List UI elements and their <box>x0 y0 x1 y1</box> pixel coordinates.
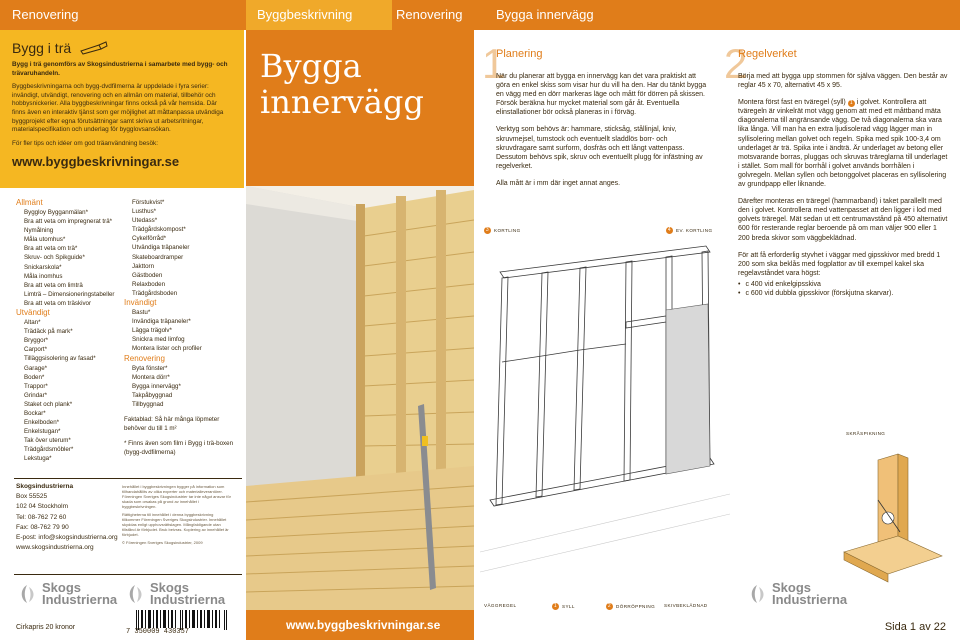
cover-title <box>260 48 424 120</box>
cover-photo <box>246 186 474 610</box>
paragraph-rest: i golvet. Kontrollera att tväregeln är vinkelrät mot vägg genom att med ett måttband mäta diagonalerna till angränsande vägg. De två diagonalerna ska vara lika långa. Vill man ha en extra ljudisolerad vägg lägger man in syllisolering mellan golvet och regeln. Spika med spik 100-3,4 om underlaget är trä. Spika inte i ändträ. Är underlaget av betong eller motsvarande borras, pluggas och skruvas träreglarna till underlaget i stället. Som mall för borrhål i golvet används borrhålen i golvregeln. Mellan syllen och betonggolvet placeras en syllisolering av grundpapp eller liknande. <box>738 99 948 189</box>
section-number: 1 <box>482 40 506 87</box>
index-item[interactable]: Byggloy Bygganmälan* <box>24 209 88 216</box>
index-item[interactable]: Relaxboden <box>132 280 166 288</box>
index-item[interactable]: Bra att veta om träskivor <box>24 299 92 307</box>
paragraph: Verktyg som behövs är: hammare, sticksåg, stållinjal, kniv, skruvmejsel, tumstock och eventuellt sladdlös borr- och skruvdragare samt surform, dosfräs och ett långt vattenpass. Dessutom behövs spik, skruv och eventuellt plugg för infästning av regelverket. <box>496 126 703 170</box>
index-item[interactable]: Limträ – Dimensioneringstabeller <box>24 290 115 298</box>
price: Cirkapris 20 kronor <box>16 624 76 631</box>
index-heading: Allmänt <box>16 198 43 207</box>
index-item[interactable]: Staket och plank* <box>24 400 73 408</box>
fineprint-line: © Föreningen Sveriges Skogsindustrier, 2009 <box>122 540 203 545</box>
callout-number: 1 <box>848 100 855 107</box>
address-line: Box 55525 <box>16 493 48 501</box>
info-series: Byggbeskrivningarna och bygg-dvdfilmerna är uppdelade i fyra serier: invändigt, utvändigt, renovering och en allmän om material, tillbehör och hobbysnickerier. Alla byggbeskrivningar finns också på vår hemsida. Där finns även en interaktiv tjänst som ger möjlighet att måttanpassa utvändiga byggprojekt efter egna förutsättningar samt skriva ut arbetsritningar, materialspecifikation och underlag för bygglovsansökan. <box>12 83 224 134</box>
toe-nailing-detail <box>838 440 948 590</box>
logo-text: Industrierna <box>42 592 118 607</box>
logo-skogsindustrierna <box>746 582 847 606</box>
address-line: Tel: 08-762 72 60 <box>16 513 67 521</box>
address-block <box>16 482 126 553</box>
index-item[interactable]: Skruv- och Spikguide* <box>24 254 85 262</box>
callout-number: 2 <box>607 603 612 609</box>
label-vaggregel <box>484 603 516 608</box>
index-item[interactable]: Bygga innervägg* <box>132 382 181 390</box>
label-text: SKRÅSPIKNING <box>846 431 886 436</box>
callout-number: 4 <box>667 227 672 233</box>
wall-construction-image <box>246 186 474 610</box>
list-item: • c 600 vid dubbla gipsskivor (förskjutna skarvar). <box>738 289 950 298</box>
index-item[interactable]: Cykelförråd* <box>132 235 167 243</box>
paragraph: Därefter monteras en träregel (hammarband) i taket parallellt med den i golvet. Kontrollera med vattenpasset att den ligger i lod med golvets träregel. Mät sedan ut ett centrumavstånd på 450 alternativt 600 för resterande reglar beroende på om man väljer 900 eller 1 200 breda skivor som väggbeklädnad. <box>738 198 948 242</box>
wall-frame-diagram <box>480 232 730 594</box>
index-item[interactable]: Enkelboden* <box>24 419 60 427</box>
index-item[interactable]: Snickra med limfog <box>132 336 185 344</box>
paragraph: När du planerar att bygga en innervägg kan det vara praktiskt att göra en enkel skiss som visar hur du vill ha den. Har du tänkt bygga en vägg med en dörr markeras läge och mått för dörren på skissen. Försök beräkna hur mycket material som går åt. Eventuella elinstallationer bör också planeras in i förväg. <box>496 73 707 117</box>
index-item[interactable]: Utvändiga träpaneler <box>132 244 190 252</box>
index-item[interactable]: Tilläggsisolering av fasad* <box>24 355 96 363</box>
paragraph: Alla mått är i mm där inget annat anges. <box>496 179 621 187</box>
cover-title-block <box>246 30 474 186</box>
index-item[interactable]: Trädgårdskompost* <box>132 226 186 234</box>
index-item[interactable]: Lekstuga* <box>24 455 52 463</box>
divider <box>14 478 242 479</box>
logo-text: Industrierna <box>772 592 848 607</box>
index-item[interactable]: Trädgårdsboden <box>132 289 178 297</box>
topbar-middle-label: Byggbeskrivning <box>257 7 353 22</box>
info-tips: För fler tips och idéer om god träanvändning besök: <box>12 139 159 147</box>
index-item[interactable]: Byta fönster* <box>132 364 168 372</box>
cover-footer-url[interactable]: www.byggbeskrivningar.se <box>286 618 441 632</box>
logo-text: Skogs <box>150 580 190 595</box>
index-heading: Invändigt <box>124 298 157 308</box>
cover-title-line: Bygga <box>260 47 362 85</box>
index-item[interactable]: Enkelstugan* <box>24 428 61 436</box>
index-item[interactable]: Bra att veta om trä* <box>24 245 78 253</box>
index-item[interactable]: Nymålning <box>24 227 54 235</box>
label-text: SKIVBEKLÄDNAD <box>664 603 708 608</box>
logo-text: Industrierna <box>150 592 226 607</box>
label-syll <box>552 603 575 610</box>
paragraph: För att få erforderlig styvhet i väggar med gipsskivor med bredd 1 200 som ska beklås med fogplattor av till exempel kakel ska regelavståndet vara högst: <box>738 251 941 277</box>
label-text: KORTLING <box>494 228 521 233</box>
index-column-1 <box>16 198 126 464</box>
paragraph-start: Montera först fast en tväregel (syll) <box>738 99 846 107</box>
index-item[interactable]: Trädäck på mark* <box>24 328 73 336</box>
index-item[interactable]: Förstukvist* <box>132 199 165 206</box>
label-skraspikning <box>846 431 885 436</box>
section-title: Planering <box>496 48 543 60</box>
index-item[interactable]: Bastu* <box>132 309 151 317</box>
address-web[interactable]: www.skogsindustrierna.org <box>16 544 94 552</box>
topbar-middle2-label: Renovering <box>396 7 463 22</box>
index-note: Faktablad: Så här många löpmeter behöver du till 1 m² <box>124 415 220 433</box>
index-heading: Utvändigt <box>16 308 50 318</box>
fineprint <box>122 484 232 548</box>
top-bar <box>0 0 960 30</box>
leaf-logo-icon <box>746 583 768 605</box>
section-number: 2 <box>724 40 748 87</box>
fineprint-line: Rättigheterna till innehållet i denna byggbeskrivning tillkommer Föreningen Sveriges Skogsindustrier. Innehållet skyddas enligt upphovsrättslagen. Mångfaldigande utan tillstånd är förbjudet. Bruk beivras. Kopiering av innehållet är förbjudet. <box>122 512 229 537</box>
index-item[interactable]: Jakttorn <box>132 262 155 270</box>
index-item[interactable]: Carport* <box>24 346 48 354</box>
index-item[interactable]: Grindar* <box>24 391 48 399</box>
topbar-left-label: Renovering <box>12 7 79 22</box>
index-item[interactable]: Invändiga träpaneler* <box>132 318 191 326</box>
label-text: DÖRRÖPPNING <box>616 604 656 609</box>
divider <box>14 574 242 575</box>
paragraph-with-callout <box>738 98 950 189</box>
cover-title-line: innervägg <box>260 83 424 121</box>
fineprint-line: Innehållet i byggbeskrivningen bygger på information som tillhandahållits av olika experter och materialleverantörer. Föreningen Sveriges Skogsindustrier tar inte något ansvar för skada som orsakas på grund av innehållet i byggbeskrivningen. <box>122 484 231 509</box>
saw-icon <box>79 41 109 55</box>
label-text: SYLL <box>562 604 575 609</box>
section-2-body <box>738 72 950 298</box>
index-item[interactable]: Garage* <box>24 364 48 372</box>
index-item[interactable]: Montera dörr* <box>132 373 170 381</box>
logo-skogsindustrierna <box>124 582 225 606</box>
index-item[interactable]: Takpåbyggnad <box>132 391 173 399</box>
index-heading: Renovering <box>124 353 165 363</box>
index-column-2 <box>124 198 242 457</box>
address-line: 102 04 Stockholm <box>16 503 69 511</box>
index-item[interactable]: Snickarskola* <box>24 263 62 271</box>
label-text: EV. KORTLING <box>676 228 713 233</box>
index-item[interactable]: Lägga trägolv* <box>132 327 172 335</box>
index-item[interactable]: Trappor* <box>24 382 48 390</box>
label-dorroppning <box>606 603 655 610</box>
index-item[interactable]: Trädgårdsmöbler* <box>24 446 74 454</box>
cover-footer <box>246 610 474 640</box>
section-title: Regelverket <box>738 48 797 60</box>
index-item[interactable]: Boden* <box>24 373 45 381</box>
logo-text: Skogs <box>42 580 82 595</box>
index-item[interactable]: Montera lister och profiler <box>132 345 202 353</box>
index-item[interactable]: Utedass* <box>132 217 158 225</box>
topbar-right-label: Bygga innervägg <box>496 7 594 22</box>
label-skivbekladnad <box>664 603 708 608</box>
index-item[interactable]: Skateboardramper <box>132 253 184 261</box>
leaf-logo-icon <box>124 583 146 605</box>
section-1-body <box>496 72 708 196</box>
index-item[interactable]: Gästboden <box>132 271 163 279</box>
index-item[interactable]: Bockar* <box>24 409 46 417</box>
info-box <box>0 30 244 188</box>
callout-number: 3 <box>485 227 490 233</box>
index-item[interactable]: Bra att veta om impregnerat trä* <box>24 218 113 226</box>
callout-number: 1 <box>553 603 558 609</box>
brand-label: Bygg i trä <box>12 40 72 56</box>
info-url-link[interactable]: www.byggbeskrivningar.se <box>12 154 180 170</box>
info-intro: Bygg i trä genomförs av Skogsindustrierna i samarbete med bygg- och trävaruhandeln. <box>12 61 228 77</box>
address-email[interactable]: E-post: info@skogsindustrierna.org <box>16 534 118 542</box>
paragraph: Börja med att bygga upp stommen för själva väggen. Den består av reglar 45 x 70, alternativt 45 x 95. <box>738 73 948 90</box>
label-text: VÄGGREGEL <box>484 603 517 608</box>
address-name: Skogsindustrierna <box>16 483 74 490</box>
index-item[interactable]: Måla utomhus* <box>24 236 66 244</box>
index-item[interactable]: Altan* <box>24 319 41 327</box>
index-item[interactable]: Tillbyggnad <box>132 400 164 408</box>
address-line: Fax: 08-762 79 90 <box>16 523 69 531</box>
index-item[interactable]: Bra att veta om limträ <box>24 281 83 289</box>
index-note: * Finns även som film i Bygg i trä-boxen (bygg-dvdfilmerna) <box>124 440 234 457</box>
page-number: Sida 1 av 22 <box>884 621 946 633</box>
logo-text: Skogs <box>772 580 812 595</box>
brand-title <box>12 40 232 56</box>
logo-skogsindustrierna <box>16 582 117 606</box>
index-item[interactable]: Måla inomhus <box>24 272 63 280</box>
index-item[interactable]: Bryggor* <box>24 337 49 345</box>
barcode-number: 7 350009 430357 <box>126 628 190 636</box>
leaf-logo-icon <box>16 583 38 605</box>
index-item[interactable]: Tak över uterum* <box>24 437 71 445</box>
index-item[interactable]: Lusthus* <box>132 208 157 216</box>
list-item: • c 400 vid enkelgipsskiva <box>738 280 950 289</box>
spacing-list <box>738 280 950 298</box>
